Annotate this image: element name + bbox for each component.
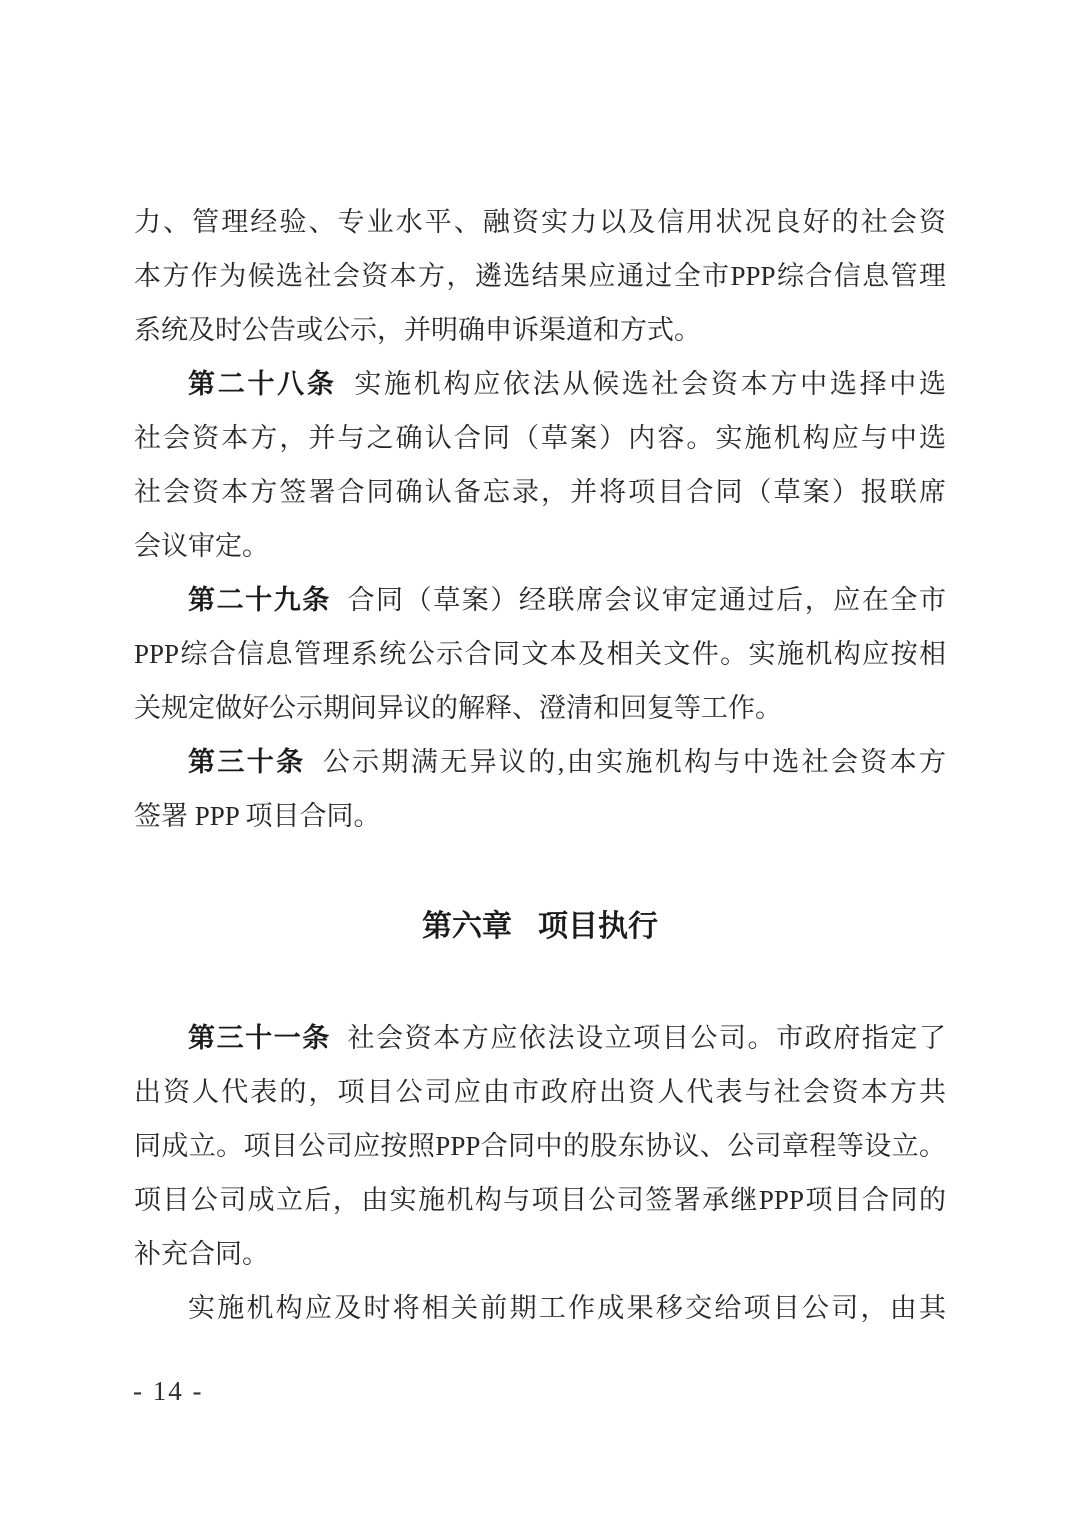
line-text: 社会资本方应依法设立项目公司。市政府指定了: [345, 1023, 947, 1053]
text-line: [134, 735, 946, 789]
line-text: 公示期满无异议的,由实施机构与中选社会资本方: [320, 747, 947, 777]
page-number: - 14 -: [133, 1376, 204, 1406]
line-text: 实施机构应依法从候选社会资本方中选择中选: [351, 369, 947, 399]
article-paragraph: [134, 357, 946, 573]
text-body: [134, 195, 946, 1335]
article-number-label: 第二十八条: [188, 369, 337, 399]
text-line: 力、管理经验、专业水平、融资实力以及信用状况良好的社会资: [134, 207, 946, 237]
text-line: [134, 1011, 946, 1065]
article-paragraph: [134, 735, 946, 843]
chapter-number: 第六章: [422, 910, 512, 943]
article-paragraph: [134, 1011, 946, 1281]
article-paragraph: [134, 573, 946, 735]
text-line: 项目公司成立后，由实施机构与项目公司签署承继PPP项目合同的: [134, 1185, 946, 1215]
chapter-title: 项目执行: [538, 910, 658, 943]
text-line: 补充合同。: [134, 1239, 269, 1269]
text-line: 社会资本方签署合同确认备忘录，并将项目合同（草案）报联席: [134, 477, 946, 507]
text-line: 同成立。项目公司应按照PPP合同中的股东协议、公司章程等设立。: [134, 1131, 946, 1161]
line-text: 合同（草案）经联席会议审定通过后，应在全市: [345, 585, 947, 615]
article-number-label: 第二十九条: [188, 585, 331, 615]
text-line: 签署 PPP 项目合同。: [134, 801, 381, 831]
text-line: 关规定做好公示期间异议的解释、澄清和回复等工作。: [134, 693, 782, 723]
text-line: [134, 573, 946, 627]
article-number-label: 第三十一条: [188, 1023, 331, 1053]
text-line: 本方作为候选社会资本方，遴选结果应通过全市PPP综合信息管理: [134, 261, 946, 291]
body-paragraph: [134, 1281, 946, 1335]
text-line: 会议审定。: [134, 531, 269, 561]
article-number-label: 第三十条: [188, 747, 306, 777]
text-line: 社会资本方，并与之确认合同（草案）内容。实施机构应与中选: [134, 423, 946, 453]
text-line: PPP综合信息管理系统公示合同文本及相关文件。实施机构应按相: [134, 639, 946, 669]
text-line: 实施机构应及时将相关前期工作成果移交给项目公司，由其: [188, 1293, 946, 1323]
chapter-heading: [134, 900, 946, 954]
text-line: 系统及时公告或公示，并明确申诉渠道和方式。: [134, 315, 701, 345]
body-paragraph: [134, 195, 946, 357]
text-line: [134, 357, 946, 411]
text-line: 出资人代表的，项目公司应由市政府出资人代表与社会资本方共: [134, 1077, 946, 1107]
